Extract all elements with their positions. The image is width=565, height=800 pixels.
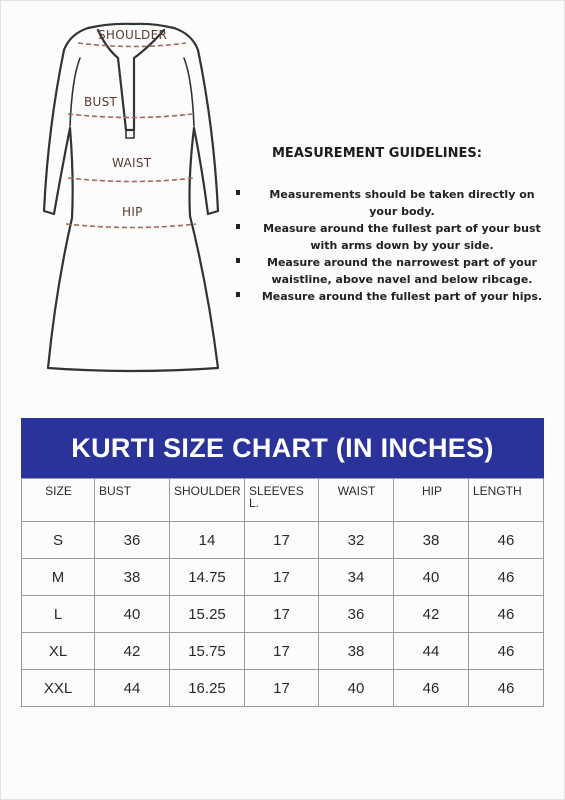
table-cell: 44 — [394, 633, 469, 670]
column-header: WAIST — [319, 479, 394, 522]
table-cell: 36 — [95, 522, 170, 559]
table-cell: 14.75 — [170, 559, 245, 596]
table-cell: 46 — [469, 522, 544, 559]
table-cell: 40 — [95, 596, 170, 633]
table-cell: S — [22, 522, 95, 559]
guideline-item — [230, 254, 550, 288]
guideline-text: waistline, above navel and below ribcage. — [271, 273, 533, 286]
table-cell: 46 — [469, 559, 544, 596]
table-row — [22, 596, 544, 633]
table-cell: 36 — [319, 596, 394, 633]
table-cell: M — [22, 559, 95, 596]
size-chart — [21, 418, 544, 707]
table-cell: 17 — [245, 633, 319, 670]
guideline-text: your body. — [369, 205, 435, 218]
shoulder-label: SHOULDER — [98, 28, 168, 42]
column-header: SLEEVES L. — [245, 479, 319, 522]
bullet-icon — [236, 190, 240, 195]
table-cell: 40 — [394, 559, 469, 596]
table-cell: 46 — [469, 596, 544, 633]
chart-title: KURTI SIZE CHART (IN INCHES) — [71, 432, 494, 463]
table-cell: 14 — [170, 522, 245, 559]
size-table — [21, 478, 544, 707]
table-row — [22, 633, 544, 670]
table-cell: 32 — [319, 522, 394, 559]
table-cell: 17 — [245, 522, 319, 559]
neckline — [98, 30, 164, 130]
table-row — [22, 522, 544, 559]
column-header: LENGTH — [469, 479, 544, 522]
table-cell: 42 — [394, 596, 469, 633]
bullet-icon — [236, 292, 240, 297]
table-header-row — [22, 479, 544, 522]
bullet-icon — [236, 258, 240, 263]
waist-label: WAIST — [112, 156, 152, 170]
guideline-item — [230, 288, 550, 305]
guidelines-title: MEASUREMENT GUIDELINES: — [272, 146, 482, 161]
table-cell: 38 — [319, 633, 394, 670]
column-header: SIZE — [22, 479, 95, 522]
column-header: SHOULDER — [170, 479, 245, 522]
table-cell: 38 — [394, 522, 469, 559]
column-header: BUST — [95, 479, 170, 522]
hip-label: HIP — [122, 205, 143, 219]
table-cell: 16.25 — [170, 670, 245, 707]
table-cell: XL — [22, 633, 95, 670]
table-row — [22, 670, 544, 707]
table-cell: 46 — [469, 670, 544, 707]
kurti-outline — [44, 24, 218, 371]
table-cell: 40 — [319, 670, 394, 707]
hip-guide-line — [66, 224, 196, 228]
bullet-icon — [236, 224, 240, 229]
table-cell: 17 — [245, 559, 319, 596]
table-cell: 15.25 — [170, 596, 245, 633]
column-header: HIP — [394, 479, 469, 522]
chart-title-bar — [21, 418, 544, 478]
waist-guide-line — [68, 178, 194, 182]
table-row — [22, 559, 544, 596]
table-cell: 46 — [394, 670, 469, 707]
guideline-text: with arms down by your side. — [310, 239, 494, 252]
table-cell: 34 — [319, 559, 394, 596]
shoulder-guide-line — [78, 43, 186, 47]
table-cell: 17 — [245, 670, 319, 707]
table-cell: 42 — [95, 633, 170, 670]
guideline-text: Measure around the fullest part of your hips. — [261, 290, 543, 303]
table-cell: 17 — [245, 596, 319, 633]
kurti-diagram — [36, 18, 232, 380]
table-cell: XXL — [22, 670, 95, 707]
guideline-text: Measure around the narrowest part of your — [267, 256, 537, 269]
table-cell: 44 — [95, 670, 170, 707]
guideline-item — [230, 186, 550, 220]
table-cell: L — [22, 596, 95, 633]
guideline-item — [230, 220, 550, 254]
table-cell: 38 — [95, 559, 170, 596]
guideline-text: Measurements should be taken directly on — [269, 188, 535, 201]
table-cell: 46 — [469, 633, 544, 670]
guideline-text: Measure around the fullest part of your bust — [263, 222, 541, 235]
table-cell: 15.75 — [170, 633, 245, 670]
guidelines-list — [230, 186, 560, 305]
bust-guide-line — [68, 114, 192, 118]
bust-label: BUST — [84, 95, 118, 109]
